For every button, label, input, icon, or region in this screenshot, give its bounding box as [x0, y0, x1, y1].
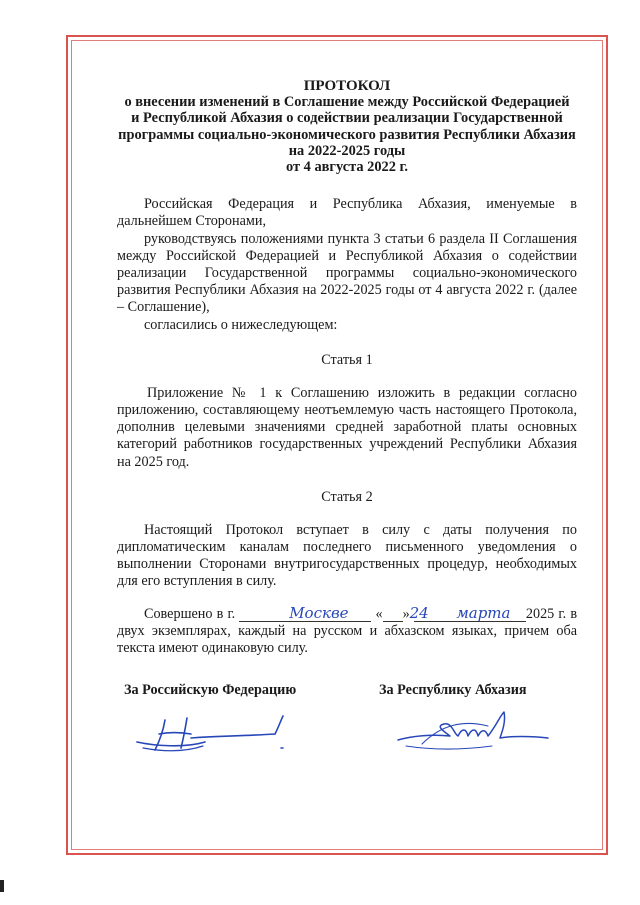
scan-mark — [0, 880, 4, 892]
signature-russia-icon — [125, 712, 295, 757]
document-body — [117, 78, 577, 657]
article-1-text: Приложение № 1 к Соглашению изложить в редакции согласно приложению, составляющему неотъемлемую часть настоящего Протокола, дополнив целевыми значениями средней заработной платы основных категорий работников государственных учреждений Республики Абхазия на 2025 год. — [117, 384, 577, 470]
article-1-heading: Статья 1 — [321, 351, 373, 368]
preamble-agreed: согласились о нижеследующем: — [144, 316, 338, 333]
city-field — [239, 603, 371, 622]
city-handwritten: Москве — [289, 603, 349, 622]
title-line-6: от 4 августа 2022 г. — [285, 159, 409, 176]
preamble-parties: Российская Федерация и Республика Абхазия, именуемые в дальнейшем Сторонами, — [117, 196, 577, 230]
article-2-heading: Статья 2 — [321, 488, 373, 505]
day-field — [383, 603, 429, 622]
signature-abkhazia-icon — [392, 706, 552, 756]
quote-open: « — [375, 605, 383, 622]
signature-label-abkhazia: За Республику Абхазия — [379, 682, 527, 698]
title-line-2: о внесении изменений в Соглашение между Российской Федерацией — [124, 94, 570, 111]
title-line-4: программы социально-экономического развития Республики Абхазия — [118, 126, 576, 143]
done-statement — [117, 603, 578, 658]
month-handwritten: марта — [456, 603, 511, 622]
signature-label-russia: За Российскую Федерацию — [124, 682, 297, 698]
title-protocol: ПРОТОКОЛ — [303, 78, 391, 94]
quote-close: » — [402, 605, 410, 622]
preamble-basis: руководствуясь положениями пункта 3 статьи 6 раздела II Соглашения между Российской Федерацией и Республикой Абхазия о содействии реализации Государственной программы социально-экономического развития Республики Абхазия на 2022-2025 годы от 4 августа 2022 г. (далее – Соглашение), — [117, 230, 577, 316]
title-line-5: на 2022-2025 годы — [288, 142, 406, 159]
day-handwritten: 24 — [409, 603, 429, 622]
done-year: 2025 г. в — [525, 605, 578, 622]
article-2-text: Настоящий Протокол вступает в силу с даты получения по дипломатическим каналам последнего письменного уведомления о выполнении Сторонами внутригосударственных процедур, необходимых для его вступления в силу. — [117, 521, 577, 590]
done-rest: двух экземплярах, каждый на русском и абхазском языках, причем оба текста имеют одинаковую силу. — [117, 622, 577, 657]
done-prefix: Совершено в г. — [144, 605, 236, 622]
document-title — [117, 78, 577, 175]
month-field — [414, 603, 526, 622]
title-line-3: и Республикой Абхазия о содействии реализации Государственной — [131, 110, 563, 127]
